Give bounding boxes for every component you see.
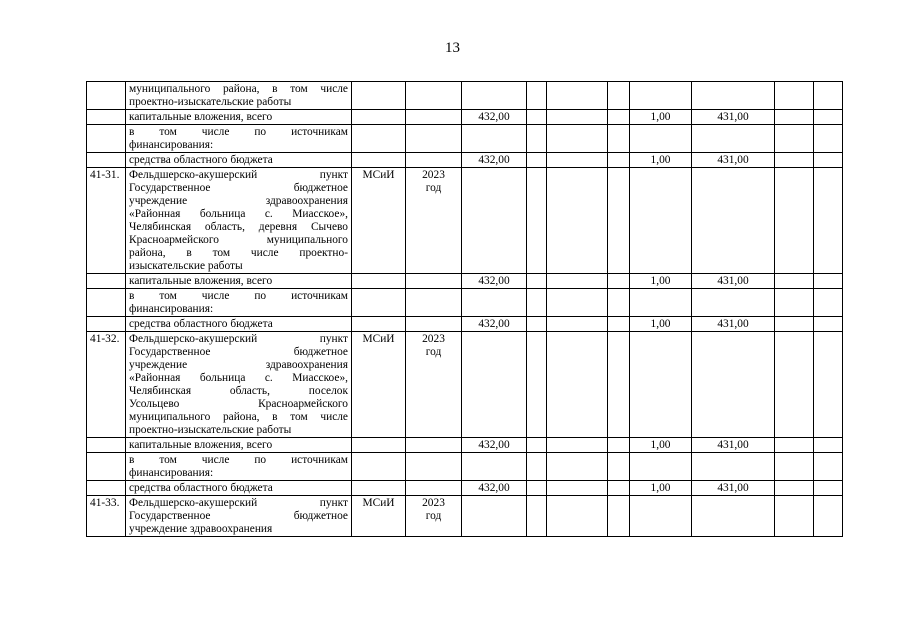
name-line: района, в том числе проектно- [129,247,348,259]
item-number-cell [87,125,126,153]
amount-cell [630,453,692,481]
empty-cell [608,274,630,289]
empty-cell [608,438,630,453]
empty-cell [814,110,843,125]
empty-cell [527,438,547,453]
page-number: 13 [445,40,460,56]
responsible-code-cell [352,274,406,289]
empty-cell [775,481,814,496]
empty-cell [814,153,843,168]
empty-cell [527,481,547,496]
year-cell [406,453,462,481]
empty-cell [814,317,843,332]
amount-cell: 431,00 [692,438,775,453]
item-name-cell [126,289,352,317]
empty-cell [527,332,547,438]
empty-cell [775,438,814,453]
item-number-cell [87,110,126,125]
name-line: в том числе по источникам [129,126,348,138]
amount-cell [692,496,775,537]
amount-cell: 1,00 [630,110,692,125]
amount-cell [630,125,692,153]
empty-cell [775,496,814,537]
empty-cell [547,496,608,537]
year-value: 2023 [422,497,445,509]
year-cell [406,496,462,537]
name-line: учреждение здравоохранения [129,195,348,207]
year-cell [406,125,462,153]
item-number-cell [87,453,126,481]
empty-cell [527,153,547,168]
responsible-code-cell: МСиИ [352,496,406,537]
empty-cell [775,82,814,110]
responsible-code-cell [352,481,406,496]
responsible-code-cell [352,317,406,332]
empty-cell [547,110,608,125]
empty-cell [775,168,814,274]
year-cell [406,110,462,125]
empty-cell [775,317,814,332]
empty-cell [814,274,843,289]
empty-cell [608,289,630,317]
amount-cell [630,332,692,438]
amount-cell [630,82,692,110]
amount-cell: 431,00 [692,317,775,332]
item-number-cell [87,82,126,110]
total-amount-cell [462,332,527,438]
empty-cell [608,332,630,438]
table-row [87,289,843,317]
amount-cell [692,82,775,110]
item-name-cell: капитальные вложения, всего [126,274,352,289]
empty-cell [547,168,608,274]
item-name-cell: средства областного бюджета [126,481,352,496]
name-line: Усольцево Красноармейского [129,398,348,410]
empty-cell [775,453,814,481]
name-line: муниципального района, в том числе [129,411,348,423]
empty-cell [608,168,630,274]
amount-cell [692,125,775,153]
name-line: Челябинская область, деревня Сычево [129,221,348,233]
empty-cell [547,82,608,110]
item-name-cell: капитальные вложения, всего [126,438,352,453]
name-line: Красноармейского муниципального [129,234,348,246]
item-name-cell: средства областного бюджета [126,153,352,168]
name-line: Государственное бюджетное [129,346,348,358]
responsible-code-cell: МСиИ [352,332,406,438]
item-number-cell [87,481,126,496]
table-row [87,153,843,168]
item-name-cell [126,496,352,537]
empty-cell [775,153,814,168]
empty-cell [547,274,608,289]
year-cell [406,438,462,453]
item-number-cell: 41-32. [87,332,126,438]
amount-cell [692,168,775,274]
item-name-cell: средства областного бюджета [126,317,352,332]
table-row [87,496,843,537]
item-number-cell [87,289,126,317]
total-amount-cell [462,82,527,110]
empty-cell [608,153,630,168]
year-value: 2023 [422,169,445,181]
name-line: «Районная больница с. Миасское», [129,372,348,384]
table-row [87,438,843,453]
empty-cell [814,82,843,110]
item-number-cell [87,438,126,453]
empty-cell [547,317,608,332]
year-unit: год [425,346,442,358]
amount-cell [692,289,775,317]
total-amount-cell: 432,00 [462,317,527,332]
empty-cell [775,289,814,317]
empty-cell [527,274,547,289]
year-cell [406,274,462,289]
empty-cell [775,110,814,125]
name-line: проектно-изыскательские работы [129,424,292,436]
responsible-code-cell [352,438,406,453]
empty-cell [547,453,608,481]
item-name-cell: капитальные вложения, всего [126,110,352,125]
item-name-cell [126,125,352,153]
item-name-cell [126,82,352,110]
year-value: 2023 [422,333,445,345]
item-number-cell: 41-33. [87,496,126,537]
amount-cell: 1,00 [630,317,692,332]
amount-cell [692,453,775,481]
name-line: проектно-изыскательские работы [129,96,292,108]
table-row [87,317,843,332]
amount-cell [692,332,775,438]
item-number-cell [87,317,126,332]
name-line: Фельдшерско-акушерский пункт [129,333,348,345]
year-cell [406,153,462,168]
name-line: финансирования: [129,303,214,315]
item-name-cell [126,453,352,481]
name-line: изыскательские работы [129,260,243,272]
name-line: Челябинская область, поселок [129,385,348,397]
total-amount-cell: 432,00 [462,438,527,453]
year-unit: год [425,182,442,194]
amount-cell: 431,00 [692,110,775,125]
empty-cell [814,438,843,453]
empty-cell [608,125,630,153]
empty-cell [814,168,843,274]
empty-cell [814,496,843,537]
total-amount-cell [462,289,527,317]
name-line: Государственное бюджетное [129,510,348,522]
empty-cell [814,289,843,317]
empty-cell [608,481,630,496]
responsible-code-cell [352,125,406,153]
name-line: в том числе по источникам [129,290,348,302]
empty-cell [608,496,630,537]
empty-cell [527,168,547,274]
amount-cell: 1,00 [630,274,692,289]
total-amount-cell [462,496,527,537]
name-line: в том числе по источникам [129,454,348,466]
empty-cell [608,317,630,332]
empty-cell [527,82,547,110]
budget-table [86,81,843,537]
item-number-cell [87,153,126,168]
table-row [87,168,843,274]
item-number-cell [87,274,126,289]
amount-cell [630,496,692,537]
empty-cell [547,438,608,453]
name-line: Фельдшерско-акушерский пункт [129,169,348,181]
responsible-code-cell [352,82,406,110]
table-row [87,274,843,289]
table-row [87,332,843,438]
empty-cell [547,481,608,496]
amount-cell [630,289,692,317]
total-amount-cell: 432,00 [462,110,527,125]
total-amount-cell [462,125,527,153]
empty-cell [527,453,547,481]
item-name-cell [126,168,352,274]
name-line: финансирования: [129,139,214,151]
responsible-code-cell: МСиИ [352,168,406,274]
year-cell [406,481,462,496]
empty-cell [775,125,814,153]
amount-cell [630,168,692,274]
table-row [87,453,843,481]
empty-cell [547,153,608,168]
empty-cell [527,317,547,332]
empty-cell [527,125,547,153]
name-line: Государственное бюджетное [129,182,348,194]
total-amount-cell [462,453,527,481]
total-amount-cell: 432,00 [462,153,527,168]
empty-cell [608,453,630,481]
name-line: Фельдшерско-акушерский пункт [129,497,348,509]
name-line: «Районная больница с. Миасское», [129,208,348,220]
empty-cell [814,453,843,481]
empty-cell [527,289,547,317]
year-unit: год [425,510,442,522]
empty-cell [814,332,843,438]
year-cell [406,289,462,317]
amount-cell: 431,00 [692,481,775,496]
responsible-code-cell [352,453,406,481]
responsible-code-cell [352,289,406,317]
name-line: муниципального района, в том числе [129,83,348,95]
item-name-cell [126,332,352,438]
empty-cell [814,125,843,153]
empty-cell [527,110,547,125]
empty-cell [608,110,630,125]
amount-cell: 1,00 [630,153,692,168]
empty-cell [547,125,608,153]
year-cell [406,332,462,438]
amount-cell: 431,00 [692,274,775,289]
year-cell [406,168,462,274]
year-cell [406,82,462,110]
name-line: учреждение здравоохранения [129,359,348,371]
table-row [87,110,843,125]
responsible-code-cell [352,110,406,125]
table-row [87,125,843,153]
amount-cell: 431,00 [692,153,775,168]
empty-cell [547,289,608,317]
empty-cell [775,332,814,438]
empty-cell [547,332,608,438]
table-row [87,82,843,110]
total-amount-cell [462,168,527,274]
total-amount-cell: 432,00 [462,481,527,496]
item-number-cell: 41-31. [87,168,126,274]
name-line: финансирования: [129,467,214,479]
name-line: учреждение здравоохранения [129,523,273,535]
empty-cell [608,82,630,110]
empty-cell [527,496,547,537]
responsible-code-cell [352,153,406,168]
table-row [87,481,843,496]
amount-cell: 1,00 [630,438,692,453]
empty-cell [775,274,814,289]
total-amount-cell: 432,00 [462,274,527,289]
empty-cell [814,481,843,496]
year-cell [406,317,462,332]
amount-cell: 1,00 [630,481,692,496]
